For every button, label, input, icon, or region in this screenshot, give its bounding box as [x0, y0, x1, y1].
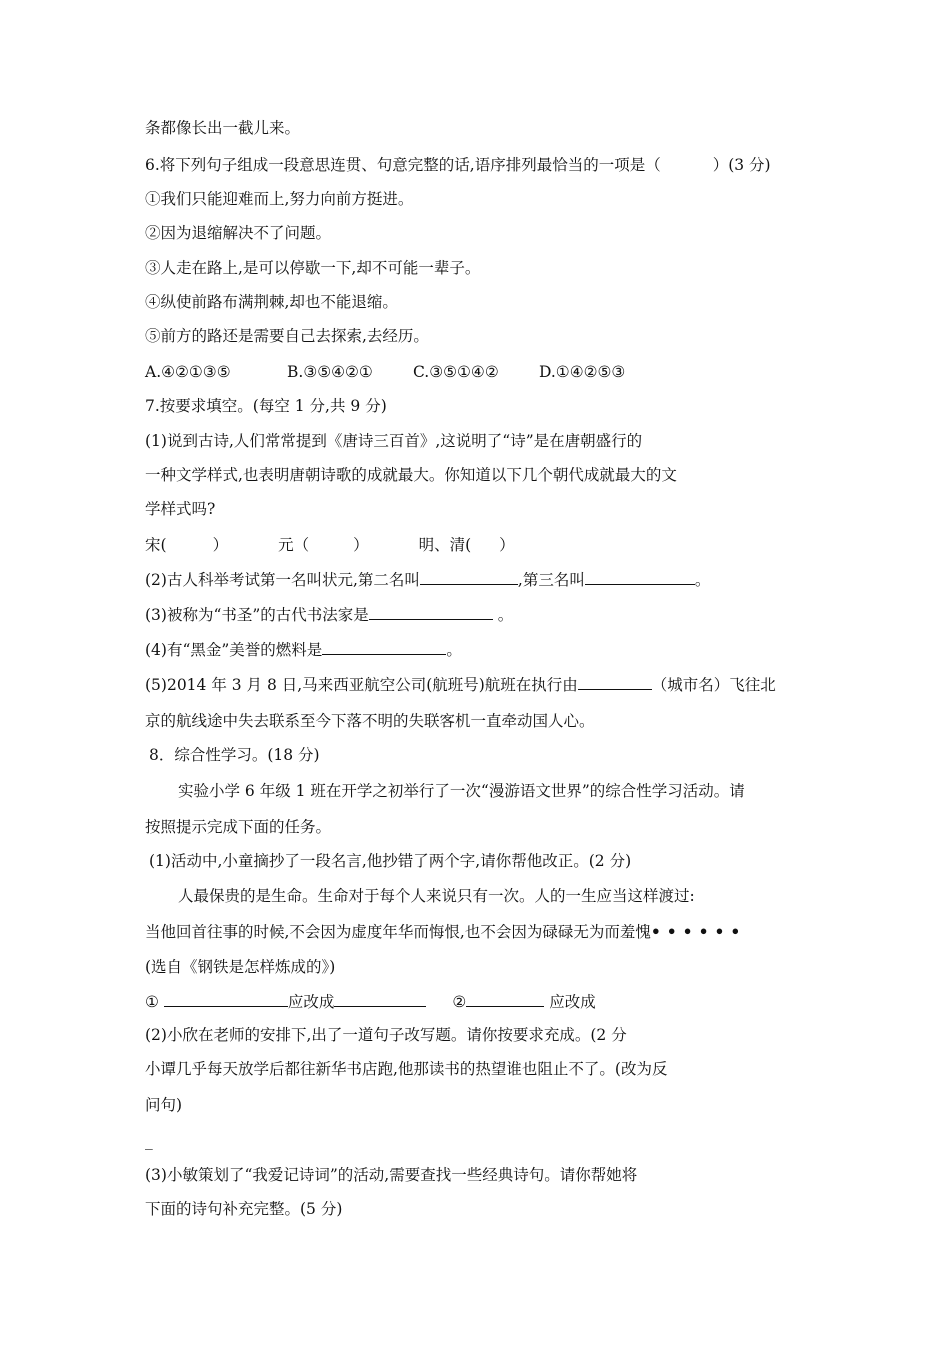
q6-sentence-5: ⑤前方的路还是需要自己去探索,去经历。 [145, 327, 429, 345]
answer-blank[interactable] [578, 674, 652, 690]
answer-blank[interactable] [466, 991, 544, 1007]
q6-sentence-4: ④纵使前路布满荆棘,却也不能退缩。 [145, 293, 398, 311]
q6-sentence-2: ②因为退缩解决不了问题。 [145, 224, 332, 242]
option-d: D.①④②⑤③ [539, 363, 626, 381]
answer-blank[interactable] [334, 991, 426, 1007]
option-a: A.④②①③⑤ [145, 363, 231, 381]
option-c: C.③⑤①④② [413, 363, 499, 381]
question-8-stem: 8．综合性学习。(18 分) [149, 746, 320, 764]
answer-blank[interactable] [420, 569, 518, 585]
q8-part-3-line2: 下面的诗句补充完整。(5 分) [145, 1200, 343, 1218]
option-b: B.③⑤④②① [287, 363, 373, 381]
q8-intro-line2: 按照提示完成下面的任务。 [145, 818, 332, 836]
q8-quote-line1: 人最保贵的是生命。生命对于每个人来说只有一次。人的一生应当这样渡过: [178, 887, 695, 905]
q8-intro-line1: 实验小学 6 年级 1 班在开学之初举行了一次“漫游语文世界”的综合性学习活动。请 [178, 782, 745, 800]
q8-part-1-stem: (1)活动中,小童摘抄了一段名言,他抄错了两个字,请你帮他改正。(2 分) [149, 852, 632, 870]
answer-blank[interactable] [322, 639, 446, 655]
q8-quote-line2: 当他回首往事的时候,不会因为虚度年华而悔恨,也不会因为碌碌无为而羞愧•••••• [145, 922, 747, 941]
q7-dynasties: 宋( ） 元（ ） 明、清( ） [145, 536, 515, 554]
answer-blank[interactable] [369, 604, 493, 620]
q6-sentence-1: ①我们只能迎难而上,努力向前方挺进。 [145, 190, 414, 208]
q7-part-5-line2: 京的航线途中失去联系至今下落不明的失联客机一直牵动国人心。 [145, 712, 595, 730]
q8-part-2-instruction: 问句) [145, 1096, 183, 1114]
q6-sentence-3: ③人走在路上,是可以停歇一下,却不可能一辈子。 [145, 259, 481, 277]
q8-quote-source: (选自《钢铁是怎样炼成的》) [145, 958, 336, 976]
answer-line-mark: _ [145, 1132, 153, 1150]
q6-options [145, 362, 625, 382]
q7-part-4: (4)有“黑金”美誉的燃料是 。 [145, 641, 462, 659]
q7-part-1-line2: 一种文学样式,也表明唐朝诗歌的成就最大。你知道以下几个朝代成就最大的文 [145, 466, 677, 484]
question-6-stem: 6.将下列句子组成一段意思连贯、句意完整的话,语序排列最恰当的一项是（ ）(3 分) [145, 156, 771, 174]
question-7-stem: 7.按要求填空。(每空 1 分,共 9 分) [145, 397, 387, 415]
q7-part-3: (3)被称为“书圣”的古代书法家是 。 [145, 606, 514, 624]
q7-part-1-line1: (1)说到古诗,人们常常提到《唐诗三百首》,这说明了“诗”是在唐朝盛行的 [145, 432, 643, 450]
q7-part-1-line3: 学样式吗? [145, 500, 216, 518]
answer-blank[interactable] [585, 569, 695, 585]
q8-part-3-line1: (3)小敏策划了“我爱记诗词”的活动,需要查找一些经典诗句。请你帮她将 [145, 1166, 638, 1184]
answer-blank[interactable] [164, 991, 288, 1007]
q7-part-2: (2)古人科举考试第一名叫状元,第二名叫 ,第三名叫 。 [145, 571, 711, 589]
q7-part-5-line1: (5)2014 年 3 月 8 日,马来西亚航空公司(航班号)航班在执行由 （城市名）飞往北 [145, 676, 776, 694]
q8-part-2-stem: (2)小欣在老师的安排下,出了一道句子改写题。请你按要求充成。(2 分 [145, 1026, 627, 1044]
q8-part-2-sentence: 小谭几乎每天放学后都往新华书店跑,他那读书的热望谁也阻止不了。(改为反 [145, 1060, 668, 1078]
text-line: 条都像长出一截儿来。 [145, 119, 301, 137]
q8-correction-row: ① 应改成 ② 应改成 [145, 993, 596, 1011]
